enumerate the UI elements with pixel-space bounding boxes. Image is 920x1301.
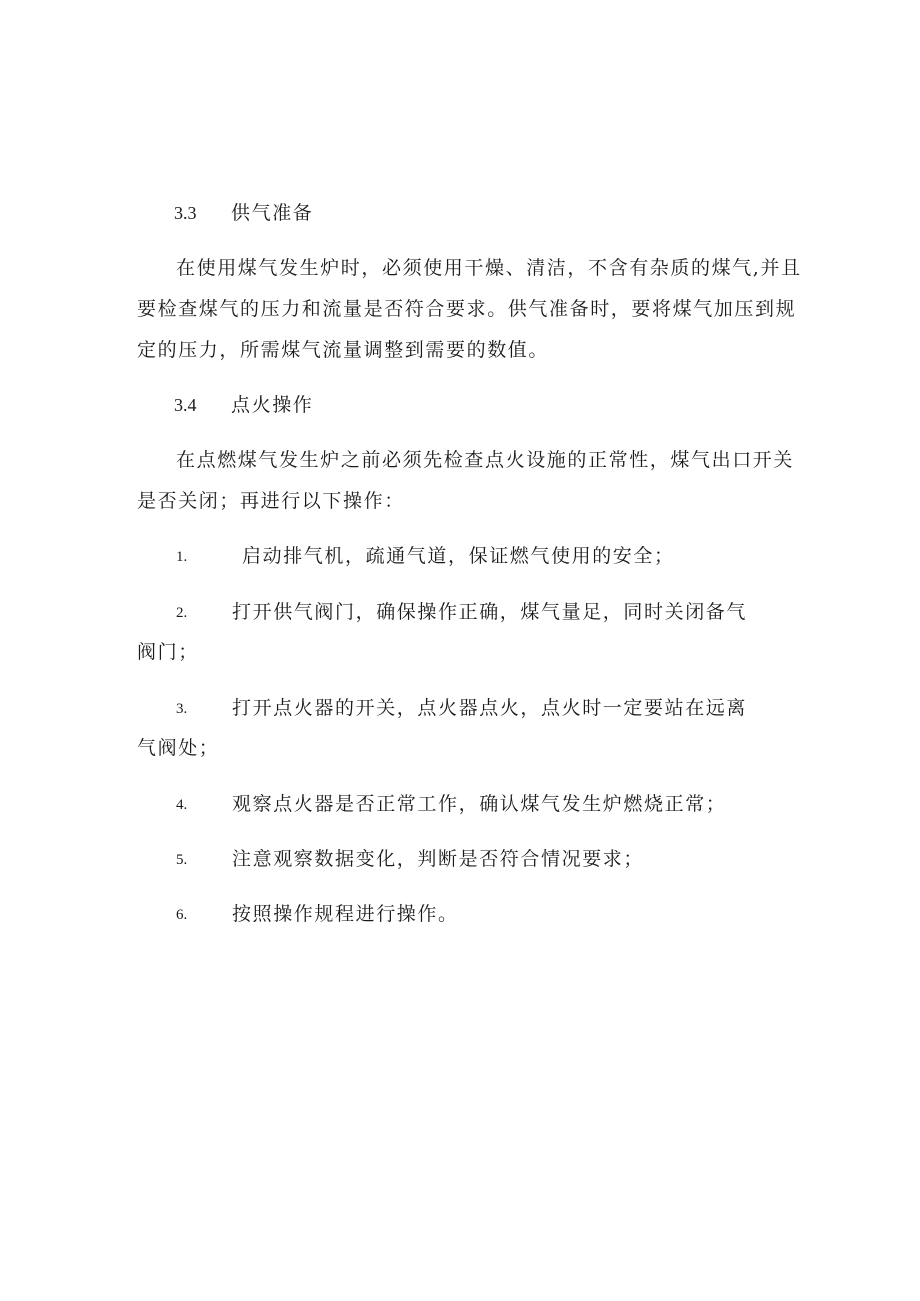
step-6-number: 6. bbox=[176, 907, 188, 923]
paragraph-3-4-line-2: 是否关闭；再进行以下操作： bbox=[137, 490, 405, 512]
step-3-number: 3. bbox=[176, 701, 188, 717]
section-3-4-number: 3.4 bbox=[174, 395, 197, 415]
step-2-text-line-2: 阀门； bbox=[137, 641, 199, 663]
section-3-3-number: 3.3 bbox=[174, 203, 197, 223]
step-4-number: 4. bbox=[176, 797, 188, 813]
section-3-4-title: 点火操作 bbox=[231, 394, 314, 416]
step-3-text-line-2: 气阀处； bbox=[137, 737, 220, 759]
step-5-text: 注意观察数据变化，判断是否符合情况要求； bbox=[232, 848, 645, 870]
step-1-number: 1. bbox=[176, 549, 188, 565]
step-2-number: 2. bbox=[176, 605, 188, 621]
section-3-3-title: 供气准备 bbox=[231, 202, 314, 224]
paragraph-3-3-line-1: 在使用煤气发生炉时，必须使用干燥、清洁，不含有杂质的煤气,并且 bbox=[176, 257, 802, 279]
step-6-text: 按照操作规程进行操作。 bbox=[232, 903, 459, 925]
paragraph-3-3-line-3: 定的压力，所需煤气流量调整到需要的数值。 bbox=[137, 339, 550, 361]
paragraph-3-4-line-1: 在点燃煤气发生炉之前必须先检查点火设施的正常性，煤气出口开关 bbox=[176, 449, 795, 471]
step-5-number: 5. bbox=[176, 852, 188, 868]
step-2-text-line-1: 打开供气阀门，确保操作正确，煤气量足，同时关闭备气 bbox=[232, 601, 748, 623]
step-1-text: 启动排气机，疏通气道，保证燃气使用的安全； bbox=[242, 545, 675, 567]
paragraph-3-3-line-2: 要检查煤气的压力和流量是否符合要求。供气准备时，要将煤气加压到规 bbox=[137, 298, 797, 320]
step-3-text-line-1: 打开点火器的开关，点火器点火，点火时一定要站在远离 bbox=[232, 697, 748, 719]
step-4-text: 观察点火器是否正常工作，确认煤气发生炉燃烧正常； bbox=[232, 793, 727, 815]
